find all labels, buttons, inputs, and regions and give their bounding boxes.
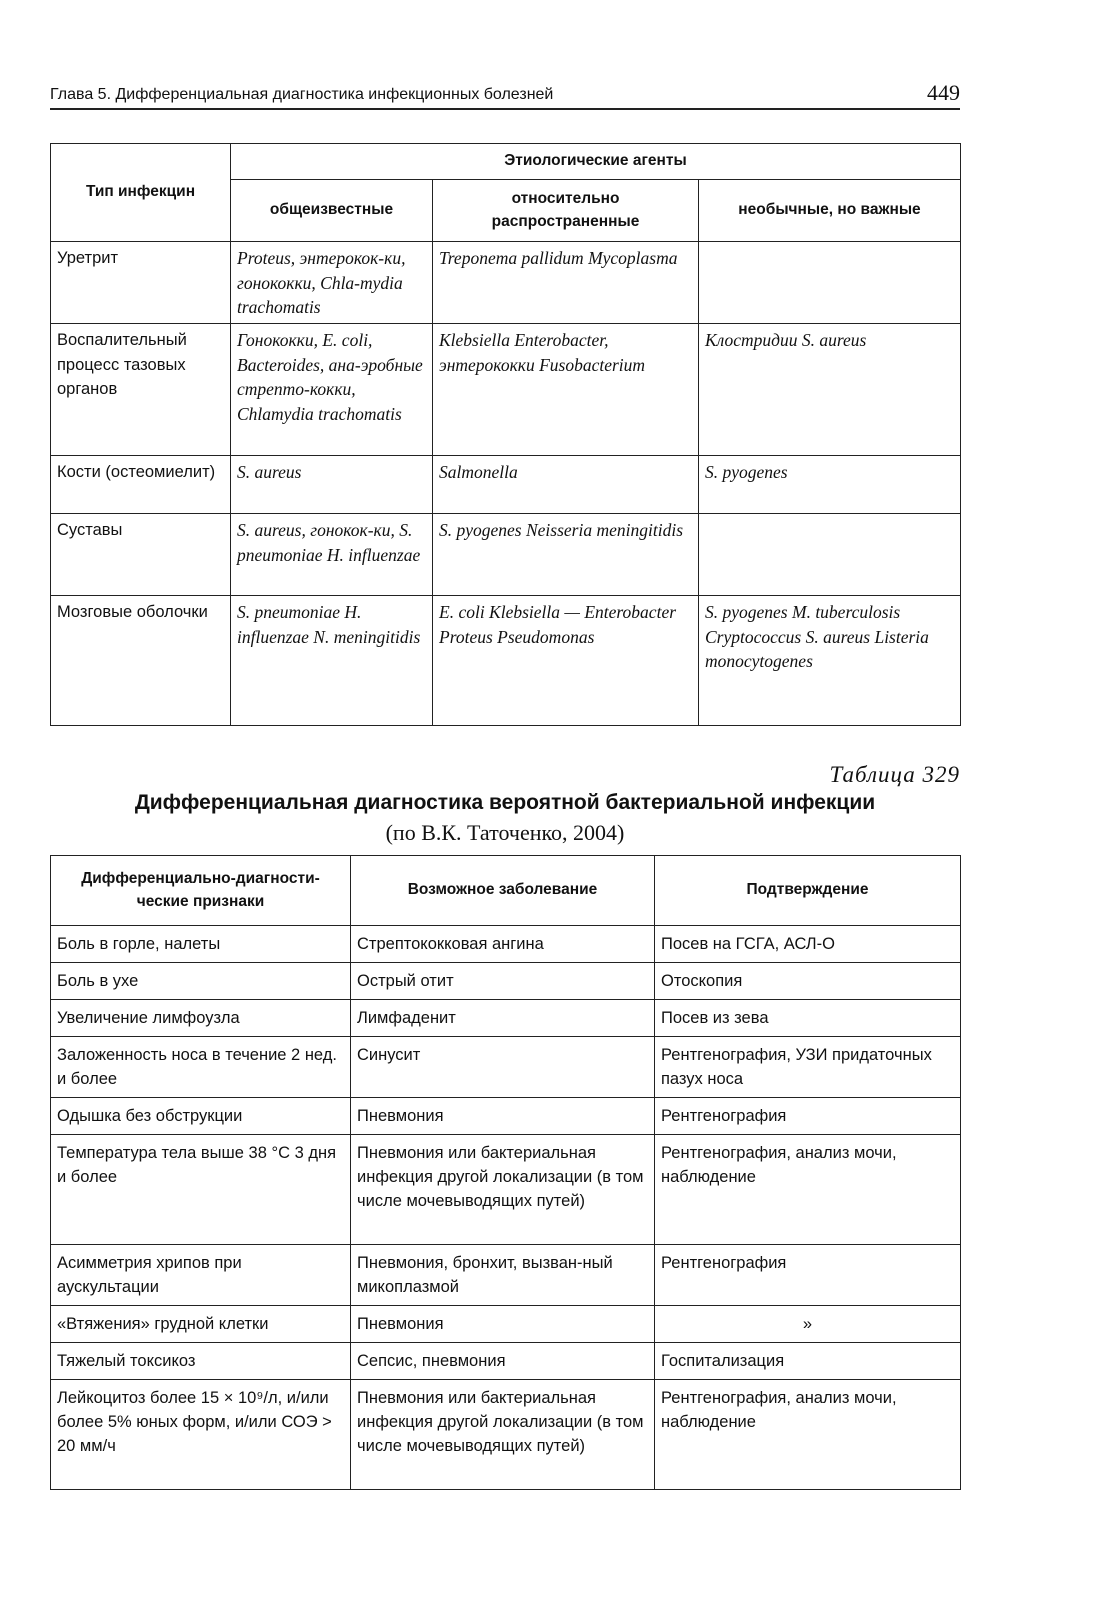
cell-relative: S. pyogenes Neisseria meningitidis: [433, 514, 699, 596]
cell-confirmation: Рентгенография, анализ мочи, наблюдение: [655, 1135, 961, 1245]
cell-disease: Синусит: [351, 1037, 655, 1098]
header-signs: Дифференциально-диагности-ческие признаки: [51, 856, 351, 926]
header-etiologic-agents: Этиологические агенты: [231, 144, 961, 180]
cell-common: Гонококки, E. coli, Bacteroides, ана-эробные стрепто-кокки, Chlamydia trachomatis: [231, 324, 433, 456]
cell-unusual: [699, 514, 961, 596]
cell-disease: Лимфаденит: [351, 1000, 655, 1037]
cell-signs: Боль в ухе: [51, 963, 351, 1000]
cell-unusual: Клостридии S. aureus: [699, 324, 961, 456]
cell-type: Кости (остеомиелит): [51, 456, 231, 514]
header-unusual: необычные, но важные: [699, 180, 961, 242]
cell-common: S. aureus, гонокок-ки, S. pneumoniae H. influenzae: [231, 514, 433, 596]
cell-confirmation: Рентгенография, анализ мочи, наблюдение: [655, 1380, 961, 1490]
cell-signs: Асимметрия хрипов при аускультации: [51, 1245, 351, 1306]
table-row: [51, 242, 961, 324]
table-row: [51, 324, 961, 456]
table-row: [51, 1000, 961, 1037]
table-row: [51, 1245, 961, 1306]
page-number: 449: [927, 80, 960, 105]
cell-disease: Пневмония: [351, 1098, 655, 1135]
cell-relative: Treponema pallidum Mycoplasma: [433, 242, 699, 324]
cell-signs: Заложенность носа в течение 2 нед. и более: [51, 1037, 351, 1098]
cell-unusual: [699, 242, 961, 324]
table-row: [51, 1098, 961, 1135]
cell-disease: Острый отит: [351, 963, 655, 1000]
cell-disease: Пневмония, бронхит, вызван-ный микоплазмой: [351, 1245, 655, 1306]
cell-unusual: S. pyogenes: [699, 456, 961, 514]
table-row: [51, 596, 961, 726]
cell-disease: Пневмония или бактериальная инфекция другой локализации (в том числе мочевыводящих путей): [351, 1380, 655, 1490]
cell-disease: Сепсис, пневмония: [351, 1343, 655, 1380]
table-row: [51, 1343, 961, 1380]
cell-signs: Одышка без обструкции: [51, 1098, 351, 1135]
cell-unusual: S. pyogenes M. tuberculosis Cryptococcus S. aureus Listeria monocytogenes: [699, 596, 961, 726]
cell-signs: Лейкоцитоз более 15 × 10⁹/л, и/или более 5% юных форм, и/или СОЭ > 20 мм/ч: [51, 1380, 351, 1490]
cell-relative: Klebsiella Enterobacter, энтерококки Fusobacterium: [433, 324, 699, 456]
cell-common: S. aureus: [231, 456, 433, 514]
cell-relative: E. coli Klebsiella — Enterobacter Proteus Pseudomonas: [433, 596, 699, 726]
cell-confirmation: Госпитализация: [655, 1343, 961, 1380]
cell-type: Суставы: [51, 514, 231, 596]
cell-confirmation: Посев на ГСГА, АСЛ-О: [655, 926, 961, 963]
table-row: [51, 1135, 961, 1245]
cell-type: Мозговые оболочки: [51, 596, 231, 726]
cell-common: Proteus, энтерокок-ки, гонококки, Chla-mydia trachomatis: [231, 242, 433, 324]
cell-disease: Стрептококковая ангина: [351, 926, 655, 963]
cell-signs: Боль в горле, налеты: [51, 926, 351, 963]
cell-confirmation: Отоскопия: [655, 963, 961, 1000]
cell-signs: Увеличение лимфоузла: [51, 1000, 351, 1037]
running-header: [50, 80, 960, 110]
cell-confirmation: »: [655, 1306, 961, 1343]
cell-relative: Salmonella: [433, 456, 699, 514]
header-confirmation: Подтверждение: [655, 856, 961, 926]
header-common: общеизвестные: [231, 180, 433, 242]
table-title: Дифференциальная диагностика вероятной бактериальной инфекции: [134, 791, 876, 814]
table-source: (по В.К. Таточенко, 2004): [385, 820, 625, 845]
table-row: [51, 1306, 961, 1343]
cell-signs: «Втяжения» грудной клетки: [51, 1306, 351, 1343]
cell-type: Воспалительный процесс тазовых органов: [51, 324, 231, 456]
cell-signs: Температура тела выше 38 °С 3 дня и более: [51, 1135, 351, 1245]
table-row: [51, 456, 961, 514]
table-number: Таблица 329: [829, 762, 960, 787]
cell-confirmation: Рентгенография: [655, 1245, 961, 1306]
header-infection-type: Тип инфекцин: [51, 144, 231, 242]
table-row: [51, 926, 961, 963]
table-row: [51, 1037, 961, 1098]
header-relative: относительно распространенные: [433, 180, 699, 242]
table-row: [51, 1380, 961, 1490]
cell-disease: Пневмония: [351, 1306, 655, 1343]
cell-confirmation: Рентгенография: [655, 1098, 961, 1135]
cell-disease: Пневмония или бактериальная инфекция другой локализации (в том числе мочевыводящих путей): [351, 1135, 655, 1245]
cell-signs: Тяжелый токсикоз: [51, 1343, 351, 1380]
cell-confirmation: Рентгенография, УЗИ придаточных пазух носа: [655, 1037, 961, 1098]
etiology-table: [50, 143, 961, 726]
chapter-title: Глава 5. Дифференциальная диагностика инфекционных болезней: [50, 86, 554, 103]
cell-confirmation: Посев из зева: [655, 1000, 961, 1037]
cell-type: Уретрит: [51, 242, 231, 324]
cell-common: S. pneumoniae H. influenzae N. meningitidis: [231, 596, 433, 726]
table-row: [51, 963, 961, 1000]
diagnosis-table: [50, 855, 961, 1490]
header-disease: Возможное заболевание: [351, 856, 655, 926]
table-row: [51, 514, 961, 596]
